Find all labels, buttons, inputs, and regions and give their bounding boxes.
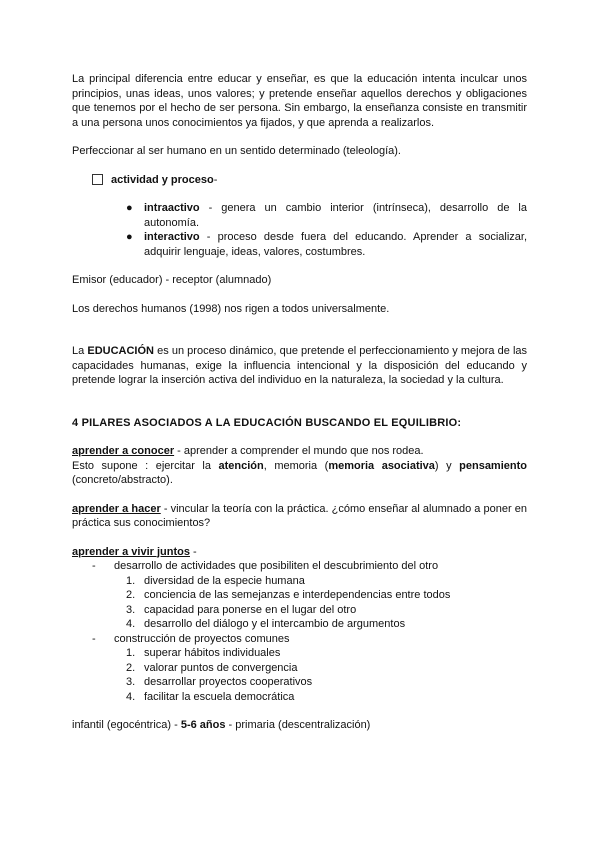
- activity-row: [72, 173, 527, 188]
- conocer-line: [72, 444, 527, 459]
- list-item: [126, 617, 527, 632]
- educacion-rest: es un proceso dinámico, que pretende el perfeccionamiento y mejora de las capacidades humanas, exige la influencia intencional y la disposición del educando y pretende lograr la inserción activa del individuo en la naturaleza, la sociedad y la cultura.: [72, 345, 528, 386]
- term-pensamiento: pensamiento: [459, 459, 527, 472]
- list-item: [126, 230, 527, 259]
- item-number: 2.: [126, 589, 136, 601]
- group-header: [92, 632, 527, 647]
- educacion-paragraph: [72, 344, 527, 388]
- conocer-detail: [72, 459, 527, 488]
- item-number: 4.: [126, 690, 136, 703]
- bullet-icon: ●: [126, 202, 133, 214]
- conocer-title: aprender a conocer: [72, 445, 175, 457]
- item-text: facilitar la escuela democrática: [144, 690, 295, 703]
- group-header: [92, 559, 527, 574]
- hacer-title: aprender a hacer: [72, 502, 161, 515]
- item-text: capacidad para ponerse en el lugar del otro: [144, 603, 357, 616]
- dash-icon: -: [92, 632, 96, 645]
- emisor-line: Emisor (educador) - receptor (alumnado): [72, 274, 272, 286]
- item-number: 4.: [126, 618, 136, 630]
- list-item: [126, 661, 527, 676]
- term-atencion: atención: [218, 459, 264, 472]
- bullet-icon: ●: [126, 231, 133, 243]
- activity-label: actividad y proceso: [111, 173, 214, 186]
- term-memoria: memoria asociativa: [328, 459, 435, 472]
- final-a: infantil (egocéntrica) -: [72, 719, 181, 731]
- educacion-term: EDUCACIÓN: [87, 345, 154, 357]
- desc-intraactivo: - genera un cambio interior (intrínseca), desarrollo de la autonomía.: [144, 202, 527, 229]
- conocer-detail-d: (concreto/abstracto).: [72, 474, 173, 486]
- vivir-group-1-list: [72, 574, 527, 632]
- pilar-hacer: [72, 502, 527, 531]
- pilares-heading: 4 PILARES ASOCIADOS A LA EDUCACIÓN BUSCANDO EL EQUILIBRIO:: [72, 416, 462, 429]
- dash-icon: -: [92, 560, 96, 572]
- activity-suffix: -: [213, 173, 218, 186]
- pilar-vivir: [72, 545, 527, 705]
- term-intraactivo: intraactivo: [144, 202, 200, 214]
- conocer-detail-c: ) y: [434, 459, 460, 472]
- teleologia-paragraph: Perfeccionar al ser humano en un sentido determinado (teleología).: [72, 145, 401, 157]
- group-label: desarrollo de actividades que posibiliten el descubrimiento del otro: [114, 560, 439, 572]
- list-item: [126, 646, 527, 661]
- vivir-group-2-list: [72, 646, 527, 704]
- item-number: 1.: [126, 574, 136, 587]
- document-page: [72, 72, 527, 733]
- item-text: superar hábitos individuales: [144, 647, 281, 659]
- item-text: desarrollo del diálogo y el intercambio de argumentos: [144, 618, 406, 630]
- derechos-line: Los derechos humanos (1998) nos rigen a todos universalmente.: [72, 302, 390, 315]
- vivir-group-1: [72, 559, 527, 574]
- list-item: [126, 675, 527, 690]
- item-text: diversidad de la especie humana: [144, 574, 305, 587]
- pilar-conocer: [72, 444, 527, 488]
- list-item: [126, 603, 527, 618]
- educacion-prefix: La: [72, 345, 88, 357]
- intro-paragraph: La principal diferencia entre educar y enseñar, es que la educación intenta inculcar unos principios, unas ideas, unos valores; y pretende enseñar aquellos derechos y obligaciones que tenemos por el hecho de ser persona. Sin embargo, la enseñanza consiste en transmitir a una persona unos conocimientos ya fijados, y que aprenda a realizarlos.: [72, 73, 527, 129]
- vivir-line: [72, 545, 527, 560]
- list-item: [126, 588, 527, 603]
- final-line: [72, 718, 527, 733]
- conocer-detail-b: , memoria (: [263, 459, 329, 472]
- desc-interactivo: - proceso desde fuera del educando. Aprender a socializar, adquirir lenguaje, ideas, valores, costumbres.: [144, 231, 527, 258]
- conocer-detail-a: Esto supone : ejercitar la: [72, 459, 219, 472]
- list-item: [126, 201, 527, 230]
- vivir-group-2: [72, 632, 527, 647]
- item-number: 3.: [126, 676, 136, 688]
- group-label: construcción de proyectos comunes: [114, 632, 290, 645]
- item-number: 1.: [126, 647, 136, 659]
- vivir-suffix: -: [189, 545, 197, 558]
- term-interactivo: interactivo: [144, 231, 200, 243]
- list-item: [126, 574, 527, 589]
- vivir-title: aprender a vivir juntos: [72, 545, 190, 558]
- activity-list: [72, 201, 527, 259]
- item-text: valorar puntos de convergencia: [144, 661, 298, 674]
- item-text: desarrollar proyectos cooperativos: [144, 676, 313, 688]
- conocer-desc: - aprender a comprender el mundo que nos rodea.: [174, 445, 424, 457]
- hacer-desc: - vincular la teoría con la práctica. ¿cómo enseñar al alumnado a poner en práctica sus conocimientos?: [72, 502, 527, 529]
- final-c: - primaria (descentralización): [225, 719, 371, 731]
- item-text: conciencia de las semejanzas e interdependencias entre todos: [144, 589, 451, 601]
- item-number: 3.: [126, 603, 136, 616]
- empty-checkbox-icon: [92, 174, 103, 185]
- list-item: [126, 690, 527, 705]
- final-age: 5-6 años: [180, 719, 226, 731]
- item-number: 2.: [126, 661, 136, 674]
